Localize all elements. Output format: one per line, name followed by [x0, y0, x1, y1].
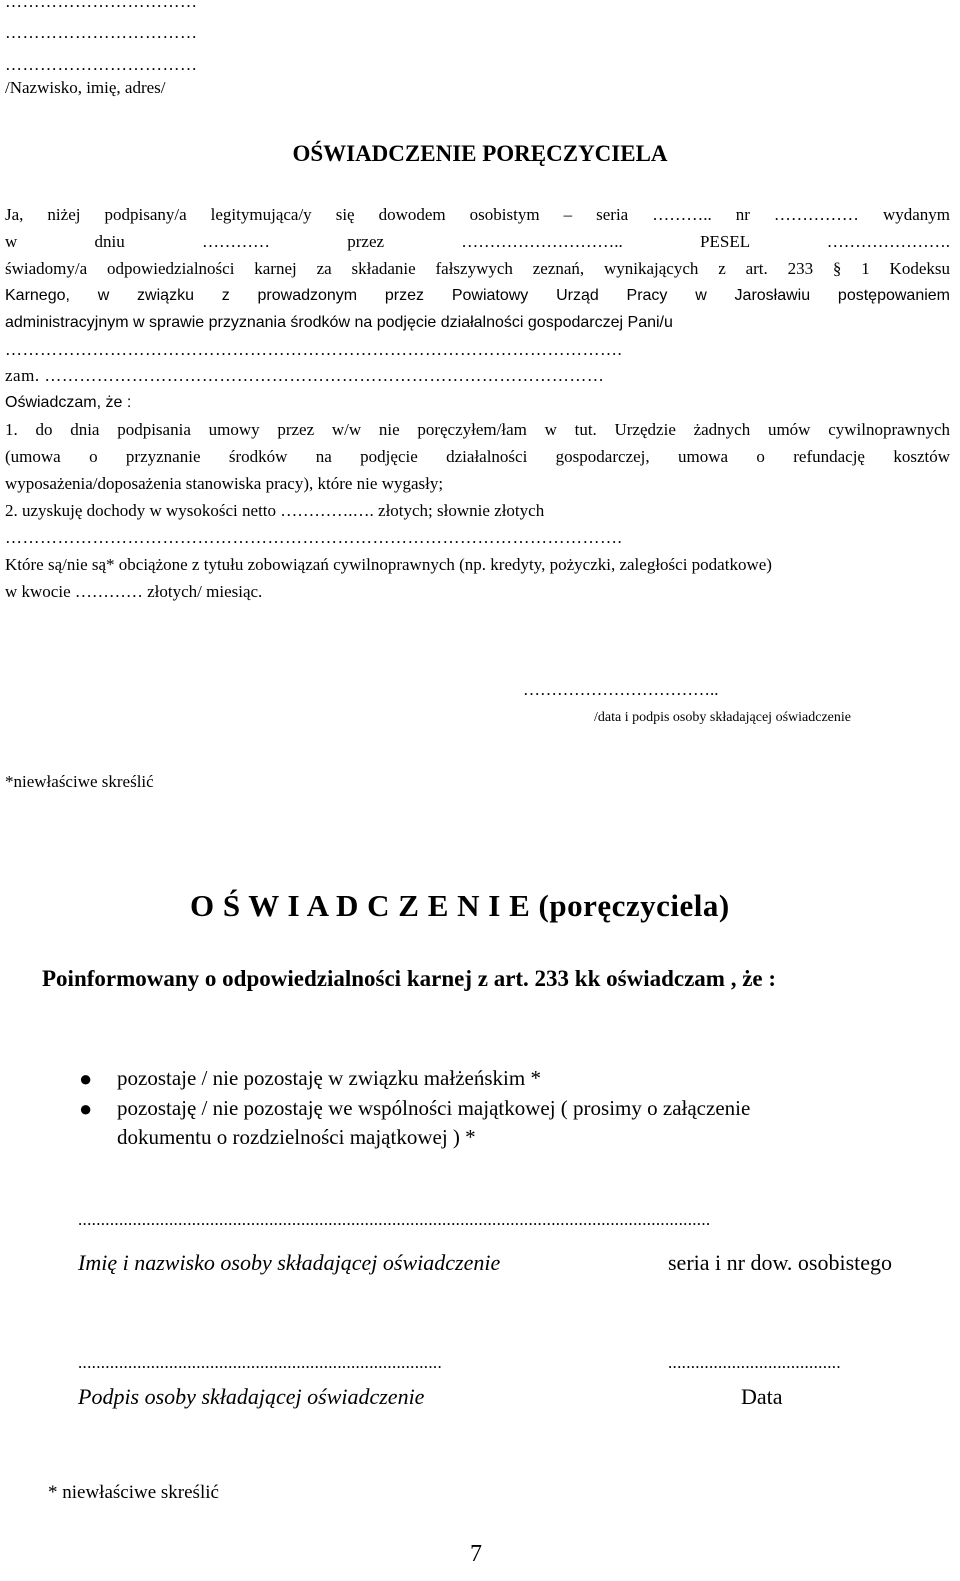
para-line-5: administracyjnym w sprawie przyznania środków na podjęcie działalności gospodarczej Pani/u [5, 314, 673, 331]
page-number: 7 [470, 1541, 482, 1567]
signature-label-2: Podpis osoby składającej oświadczenie [78, 1384, 425, 1409]
bullet-icon: ● [79, 1096, 93, 1121]
signature-row2-left-dots: ................................................................................ [78, 1353, 442, 1372]
header-dots-line-1: …………………………… [5, 0, 198, 11]
footnote-strike-note-2: * niewłaściwe skreślić [48, 1482, 219, 1503]
para-line-8: Oświadczam, że : [5, 394, 132, 411]
signature-dots: …………………………….. [523, 680, 719, 699]
para-dots-line-6: ……………………………………………………………………………………………. [5, 340, 623, 359]
bullet-item-property-cont: dokumentu o rozdzielności majątkowej ) * [117, 1125, 476, 1149]
id-number-label: seria i nr dow. osobistego [668, 1250, 893, 1275]
name-address-label: /Nazwisko, imię, adres/ [5, 78, 166, 97]
para-line-10: (umowa o przyznanie środków na podjęcie działalności gospodarczej, umowa o refundację kosztów [5, 447, 950, 466]
para-line-4: Karnego, w związku z prowadzonym przez Powiatowy Urząd Pracy w Jarosławiu postępowaniem [5, 287, 950, 304]
signature-label: /data i podpis osoby składającej oświadczenie [594, 710, 851, 725]
bullet-item-property: pozostaję / nie pozostaję we wspólności majątkowej ( prosimy o załączenie [117, 1096, 751, 1120]
bullet-icon: ● [79, 1066, 93, 1091]
para-line-9: 1. do dnia podpisania umowy przez w/w nie poręczyłem/łam w tut. Urzędzie żadnych umów cywilnoprawnych [5, 420, 950, 439]
statement-intro: Poinformowany o odpowiedzialności karnej z art. 233 kk oświadczam , że : [42, 966, 777, 991]
para-line-12: 2. uzyskuję dochody w wysokości netto ………….…. złotych; słownie złotych [5, 501, 545, 520]
para-line-7: zam. …………………………………………………………………………………… [5, 366, 605, 385]
para-line-1: Ja, niżej podpisany/a legitymująca/y się dowodem osobistym – seria ……….. nr …………… wydanym [5, 205, 950, 224]
para-line-3: świadomy/a odpowiedzialności karnej za składanie fałszywych zeznań, wynikających z art. 233 § 1 Kodeksu [5, 259, 950, 278]
statement-title: O Ś W I A D C Z E N I E (poręczyciela) [190, 888, 730, 923]
para-line-2: w dniu ………… przez ……………………….. PESEL …………………. [5, 232, 950, 251]
document-title: OŚWIADCZENIE PORĘCZYCIELA [292, 141, 668, 166]
para-line-15: w kwocie ………… złotych/ miesiąc. [5, 582, 263, 601]
header-dots-line-2: …………………………… [5, 23, 198, 42]
footnote-strike-note: *niewłaściwe skreślić [5, 772, 154, 791]
para-line-11: wyposażenia/doposażenia stanowiska pracy), które nie wygasły; [5, 474, 444, 493]
signature-row2-right-dots: ...................................... [668, 1353, 841, 1372]
para-line-14: Które są/nie są* obciążone z tytułu zobowiązań cywilnoprawnych (np. kredyty, pożyczki, zaległości podatkowe) [5, 555, 772, 574]
signature-row1-dots: ........................................................................................................................................... [78, 1210, 711, 1229]
name-label: Imię i nazwisko osoby składającej oświadczenie [78, 1250, 501, 1275]
para-dots-line-13: ……………………………………………………………………………………………. [5, 528, 623, 547]
bullet-item-marriage: pozostaje / nie pozostaję w związku małżeńskim * [117, 1066, 541, 1090]
date-label: Data [741, 1384, 783, 1409]
header-dots-line-3: …………………………… [5, 55, 198, 74]
